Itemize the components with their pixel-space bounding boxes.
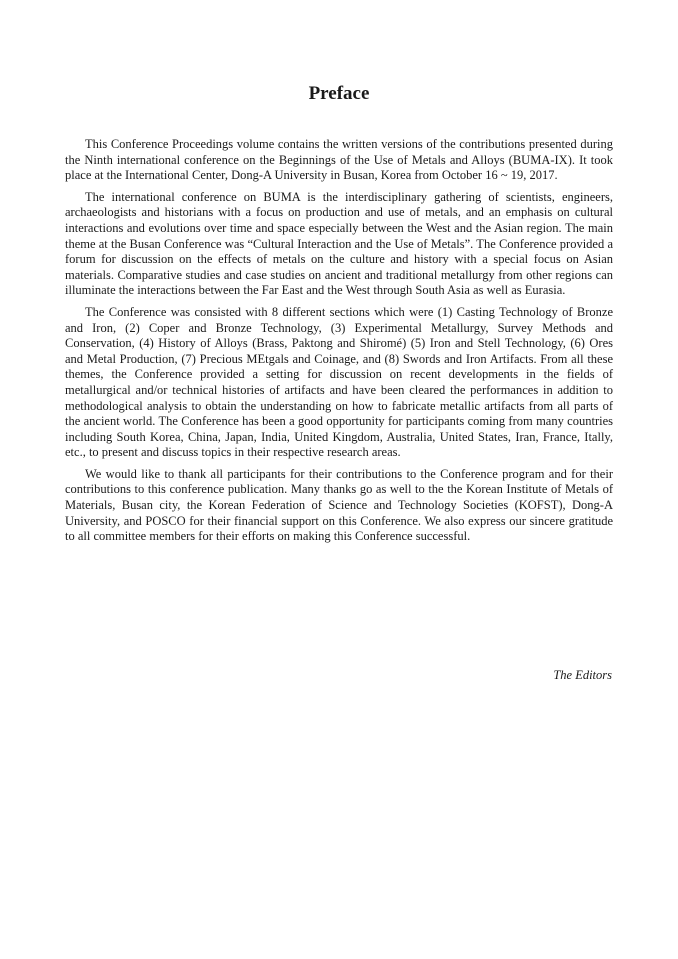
editors-signature: The Editors xyxy=(553,668,612,682)
paragraph-intro: This Conference Proceedings volume contains the written versions of the contributions presented during the Ninth international conference on the Beginnings of the Use of Metals and Alloys (BUMA-IX). It took place at the International Center, Dong-A University in Busan, Korea from October 16 ~ 19, 2017. xyxy=(65,137,613,183)
paragraph-sections: The Conference was consisted with 8 different sections which were (1) Casting Technology of Bronze and Iron, (2) Coper and Bronze Technology, (3) Experimental Metallurgy, Survey Methods and Conservation, (4) History of Alloys (Brass, Paktong and Shiromé) (5) Iron and Stell Technology, (6) Ores and Metal Production, (7) Precious MEtgals and Coinage, and (8) Swords and Iron Artifacts. From all these themes, the Conference provided a setting for discussion on recent developments in the fields of metallurgical and/or technical histories of artifacts and have been cleared the performances in addition to methodological analysis to obtain the understanding on how to fabricate metallic artifacts from all parts of the ancient world. The Conference has been a good opportunity for participants coming from many countries including South Korea, China, Japan, India, United Kingdom, Australia, United States, Iran, France, Itally, etc., to present and discuss topics in their respective research areas. xyxy=(65,304,613,460)
paragraph-acknowledgements: We would like to thank all participants for their contributions to the Conference program and for their contributions to this conference publication. Many thanks go as well to the the Korean Institute of Metals of Materials, Busan city, the Korean Federation of Science and Technology Societies (KOFST), Dong-A University, and POSCO for their financial support on this Conference. We also express our sincere gratitude to all committee members for their efforts on making this Conference successful. xyxy=(65,466,613,544)
preface-body xyxy=(65,137,613,551)
paragraph-buma-description: The international conference on BUMA is the interdisciplinary gathering of scientists, engineers, archaeologists and historians with a focus on production and use of metals, and an emphasis on cultural interactions and evolutions over time and space especially between the West and the Asian region. The main theme at the Busan Conference was “Cultural Interaction and the Use of Metals”. The Conference provided a forum for discussion on the effects of metals on the culture and history with a special focus on Asian materials. Comparative studies and case studies on ancient and traditional metallurgy from other regions can illuminate the interactions between the Far East and the West through South Asia as well as Eurasia. xyxy=(65,189,613,298)
page-title: Preface xyxy=(308,83,370,104)
